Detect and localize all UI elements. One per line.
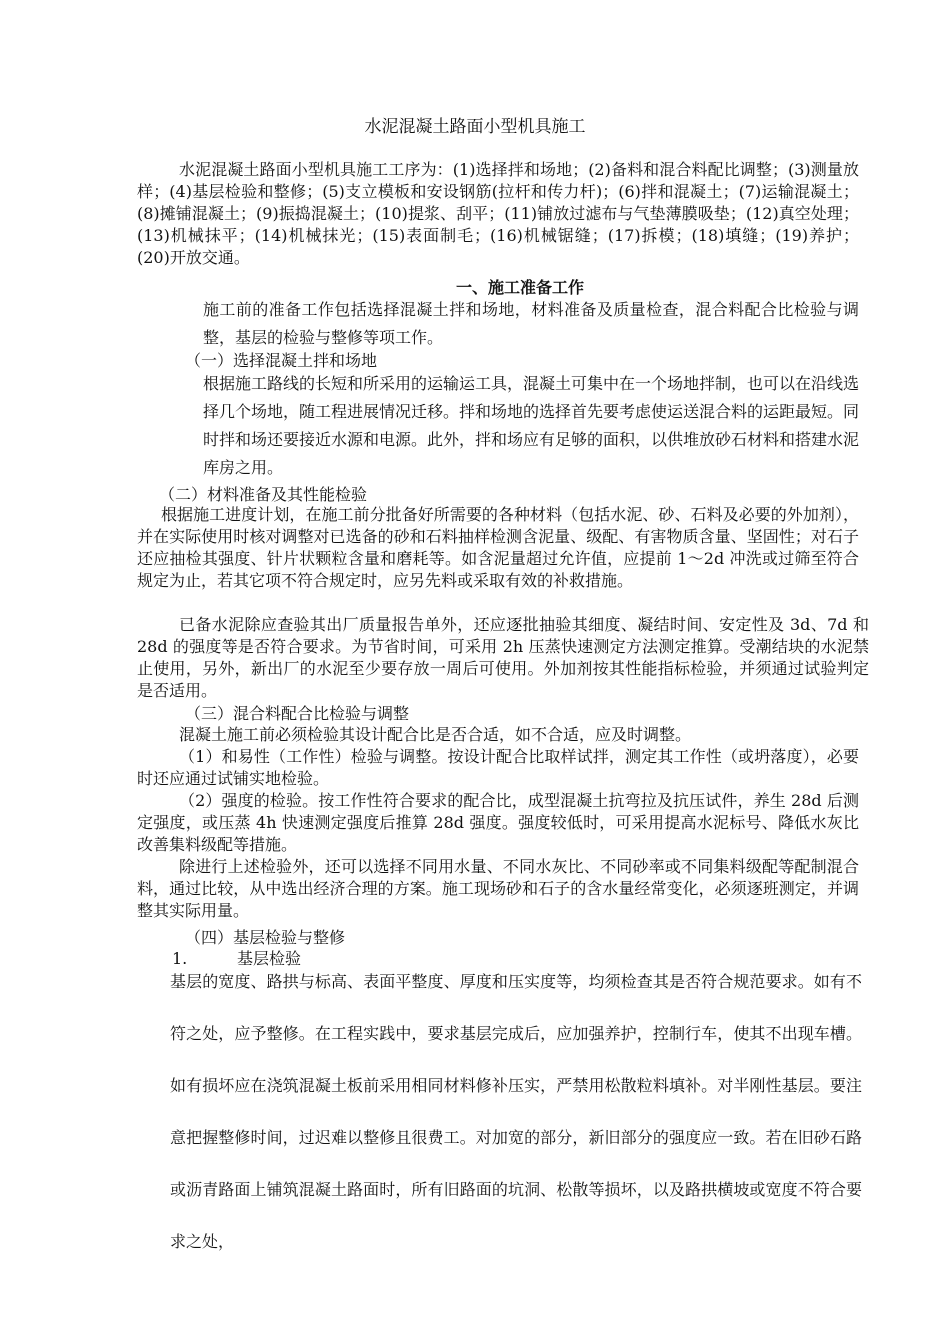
section-heading-1: 一、施工准备工作 <box>455 278 584 297</box>
subsection3-paragraph-2: （1）和易性（工作性）检验与调整。按设计配合比取样试拌，测定其工作性（或坍落度），必要时还应通过试铺实地检验。 <box>137 747 859 788</box>
subsection4-paragraph: 基层的宽度、路拱与标高、表面平整度、厚度和压实度等，均须检查其是否符合规范要求。如有不符之处，应予整修。在工程实践中，要求基层完成后，应加强养护，控制行车，使其不出现车槽。如有损坏应在浇筑混凝土板前采用相同材料修补压实，严禁用松散粒料填补。对半刚性基层。要注意把握整修时间，过迟难以整修且很费工。对加宽的部分，新旧部分的强度应一致。若在旧砂石路或沥青路面上铺筑混凝土路面时，所有旧路面的坑洞、松散等损坏，以及路拱横坡或宽度不符合要求之处， <box>170 972 862 1251</box>
subsection1-paragraph: 根据施工路线的长短和所采用的运输运工具，混凝土可集中在一个场地拌制，也可以在沿线选择几个场地，随工程进展情况迁移。拌和场地的选择首先要考虑使运送混合料的运距最短。同时拌和场还要接近水源和电源。此外，拌和场应有足够的面积，以供堆放砂石材料和搭建水泥库房之用。 <box>203 374 860 477</box>
section1-paragraph: 施工前的准备工作包括选择混凝土拌和场地，材料准备及质量检查，混合料配合比检验与调整，基层的检验与整修等项工作。 <box>203 300 859 347</box>
subsection-heading-3: （三）混合料配合比检验与调整 <box>185 704 410 723</box>
subsection-heading-1: （一）选择混凝土拌和场地 <box>185 351 378 370</box>
document-title: 水泥混凝土路面小型机具施工 <box>364 117 586 137</box>
subsection2-paragraph-2: 已备水泥除应查验其出厂质量报告单外，还应逐批抽验其细度、凝结时间、安定性及 3d、7d 和 28d 的强度等是否符合要求。为节省时间，可采用 2h 压蒸快速测定方法测定推算。受潮结块的水泥禁止使用，另外，新出厂的水泥至少要存放一周后可使用。外加剂按其性能指标检验，并须通过试验判定是否适用。 <box>137 615 869 700</box>
subsection2-paragraph-1: 根据施工进度计划，在施工前分批备好所需要的各种材料（包括水泥、砂、石料及必要的外加剂），并在实际使用时核对调整对已选备的砂和石料抽样检测含泥量、级配、有害物质含量、坚固性；对石子还应抽检其强度、针片状颗粒含量和磨耗等。如含泥量超过允许值，应提前 1～2d 冲洗或过筛至符合规定为止，若其它项不符合规定时，应另先料或采取有效的补救措施。 <box>137 505 859 590</box>
subsection3-paragraph-4: 除进行上述检验外，还可以选择不同用水量、不同水灰比、不同砂率或不同集料级配等配制混合料，通过比较，从中选出经济合理的方案。施工现场砂和石子的含水量经常变化，必须逐班测定，并调整其实际用量。 <box>137 857 859 920</box>
subsection-heading-4: （四）基层检验与整修 <box>185 928 346 947</box>
list-item-label: 基层检验 <box>237 949 302 968</box>
subsection3-paragraph-1: 混凝土施工前必须检验其设计配合比是否合适，如不合适，应及时调整。 <box>179 725 692 744</box>
subsection-heading-2: （二）材料准备及其性能检验 <box>159 485 368 504</box>
intro-paragraph: 水泥混凝土路面小型机具施工工序为：(1)选择拌和场地；(2)备料和混合料配比调整；(3)测量放样；(4)基层检验和整修；(5)支立模板和安设钢筋(拉杆和传力杆)；(6)拌和混凝土；(7)运输混凝土；(8)摊铺混凝土；(9)振捣混凝土；(10)提浆、刮平；(11)铺放过滤布与气垫薄膜吸垫；(12)真空处理；(13)机械抹平；(14)机械抹光；(15)表面制毛；(16)机械锯缝；(17)拆模；(18)填缝；(19)养护；(20)开放交通。 <box>137 160 859 267</box>
subsection3-paragraph-3: （2）强度的检验。按工作性符合要求的配合比，成型混凝土抗弯拉及抗压试件，养生 28d 后测定强度，或压蒸 4h 快速测定强度后推算 28d 强度。强度较低时，可采用提高水泥标号、降低水灰比改善集料级配等措施。 <box>137 791 859 854</box>
list-item-number: 1. <box>172 949 188 968</box>
